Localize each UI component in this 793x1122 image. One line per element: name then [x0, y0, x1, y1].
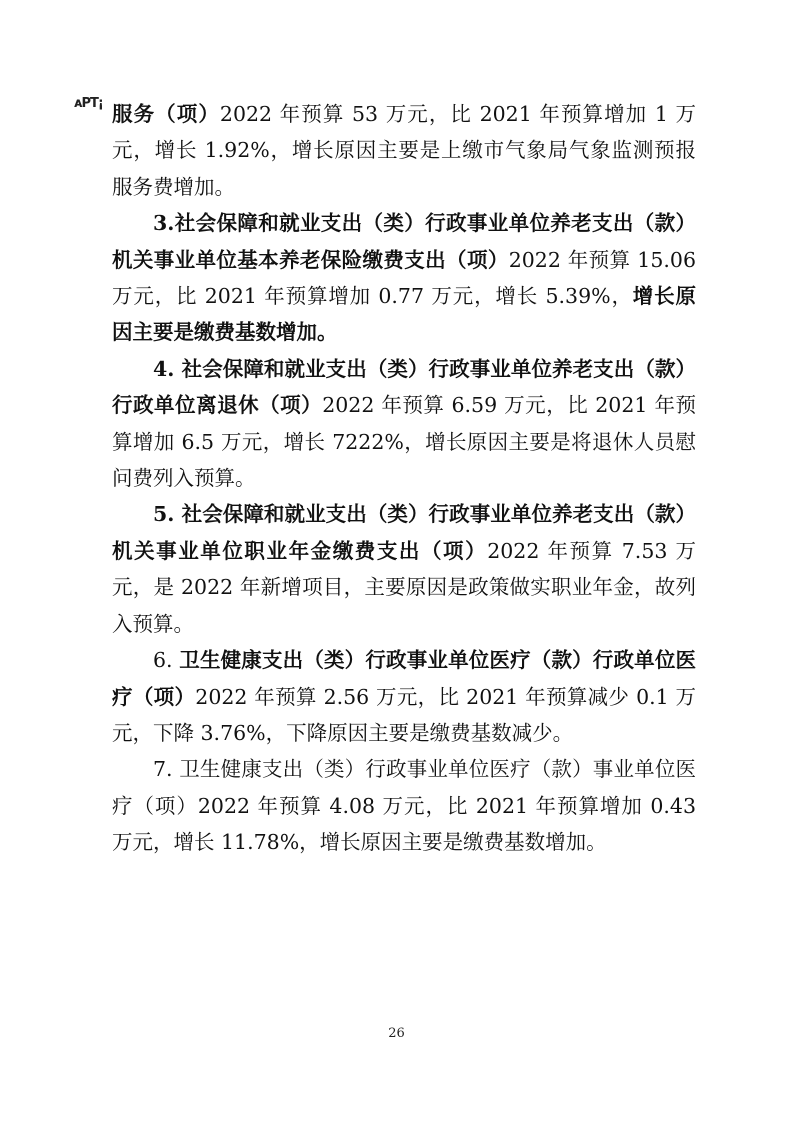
item-title: 服务（项） [112, 102, 220, 126]
item-reason: 增长原因主要是缴费基数增加。 [112, 284, 696, 345]
item-text: 2022 年预算 15.06 万元，比 2021 年预算增加 0.77 万元，增长 5.39%， [112, 247, 696, 309]
paragraph-item-5 [112, 496, 696, 642]
paragraph-item-6 [112, 642, 696, 751]
item-title: 3.社会保障和就业支出（类）行政事业单位养老支出（款）机关事业单位基本养老保险缴费支出（项） [112, 211, 696, 272]
corner-mark: ᴀPT¡ [74, 96, 103, 111]
paragraph-item-3 [112, 205, 696, 351]
item-text: 2022 年预算 2.56 万元，比 2021 年预算减少 0.1 万元，下降 3.76%，下降原因主要是缴费基数减少。 [112, 684, 697, 745]
item-text: 7. 卫生健康支出（类）行政事业单位医疗（款）事业单位医疗（项）2022 年预算 4.08 万元，比 2021 年预算增加 0.43 万元，增长 11.78%，增长原因主要是缴费基数增加。 [112, 757, 696, 855]
paragraph-service [112, 96, 696, 205]
page-number: 26 [388, 1026, 405, 1041]
item-number: 6. [153, 648, 180, 673]
paragraph-item-4 [112, 351, 696, 497]
item-title: 5. 社会保障和就业支出（类）行政事业单位养老支出（款）机关事业单位职业年金缴费支出（项） [112, 502, 696, 563]
item-text: 2022 年预算 6.59 万元，比 2021 年预算增加 6.5 万元，增长 7222%，增长原因主要是将退休人员慰问费列入预算。 [112, 393, 696, 491]
item-text: 2022 年预算 53 万元，比 2021 年预算增加 1 万元，增长 1.92%，增长原因主要是上缴市气象局气象监测预报服务费增加。 [112, 102, 696, 199]
document-body [112, 96, 696, 861]
item-title: 4. 社会保障和就业支出（类）行政事业单位养老支出（款）行政单位离退休（项） [112, 356, 696, 418]
item-text: 2022 年预算 7.53 万元，是 2022 年新增项目，主要原因是政策做实职业年金，故列入预算。 [112, 538, 696, 636]
paragraph-item-7 [112, 751, 696, 860]
item-title: 卫生健康支出（类）行政事业单位医疗（款）行政单位医疗（项） [112, 648, 697, 709]
